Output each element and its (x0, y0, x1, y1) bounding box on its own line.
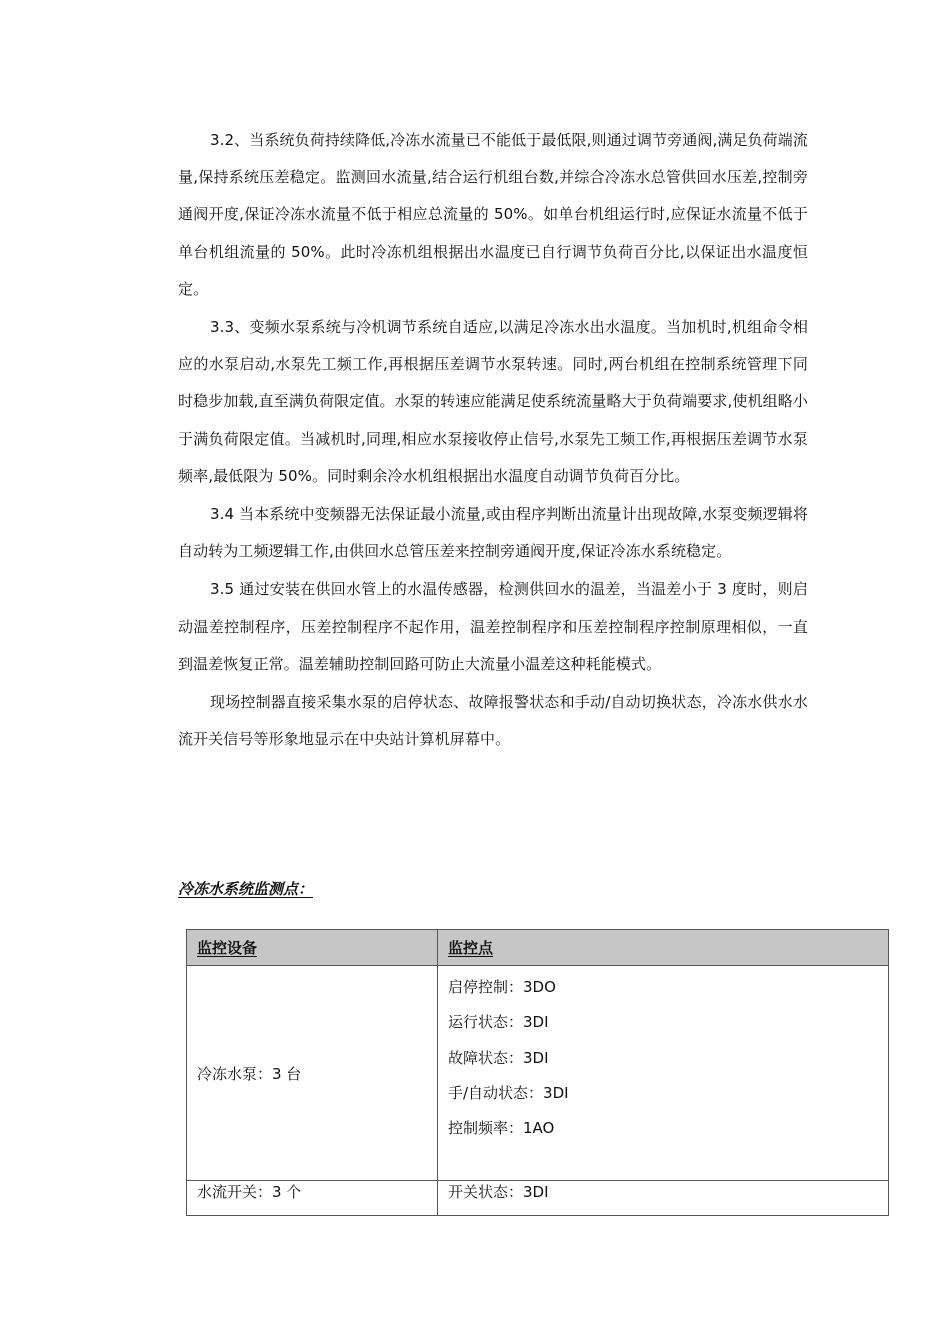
paragraph-field-controller: 现场控制器直接采集水泵的启停状态、故障报警状态和手动/自动切换状态，冷冻水供水水流开关信号等形象地显示在中央站计算机屏幕中。 (178, 693, 808, 749)
device-cell: 冷冻水泵：3 台 (187, 966, 438, 1181)
list-item: 手/自动状态：3DI (448, 1083, 569, 1102)
points-list (448, 966, 878, 1146)
device-cell: 水流开关：3 个 (187, 1181, 438, 1216)
table-row (187, 1181, 889, 1216)
points-cell (438, 966, 889, 1181)
table-row (187, 966, 889, 1181)
table-header-row (187, 930, 889, 966)
header-device: 监控设备 (187, 930, 438, 966)
list-item: 控制频率：1AO (448, 1119, 555, 1138)
list-item: 运行状态：3DI (448, 1013, 549, 1032)
header-points: 监控点 (438, 930, 889, 966)
paragraph-3-3: 3.3、变频水泵系统与冷机调节系统自适应,以满足冷冻水出水温度。当加机时,机组命令相应的水泵启动,水泵先工频工作,再根据压差调节水泵转速。同时,两台机组在控制系统管理下同时稳步加载,直至满负荷限定值。水泵的转速应能满足使系统流量略大于负荷端要求,使机组略小于满负荷限定值。当减机时,同理,相应水泵接收停止信号,水泵先工频工作,再根据压差调节水泵频率,最低限为 50%。同时剩余冷水机组根据出水温度自动调节负荷百分比。 (178, 318, 808, 485)
body-text (178, 122, 808, 759)
monitoring-table (186, 929, 889, 1216)
paragraph-3-4: 3.4 当本系统中变频器无法保证最小流量,或由程序判断出流量计出现故障,水泵变频逻辑将自动转为工频逻辑工作,由供回水总管压差来控制旁通阀开度,保证冷冻水系统稳定。 (178, 505, 808, 561)
paragraph-3-5: 3.5 通过安装在供回水管上的水温传感器，检测供回水的温差，当温差小于 3 度时，则启动温差控制程序，压差控制程序不起作用，温差控制程序和压差控制程序控制原理相似，一直到温差恢复正常。温差辅助控制回路可防止大流量小温差这种耗能模式。 (178, 580, 808, 673)
list-item: 启停控制：3DO (448, 978, 556, 996)
section-title: 冷冻水系统监测点： (178, 880, 314, 898)
list-item: 故障状态：3DI (448, 1048, 549, 1067)
points-cell: 开关状态：3DI (438, 1181, 889, 1216)
paragraph-3-2: 3.2、当系统负荷持续降低,冷冻水流量已不能低于最低限,则通过调节旁通阀,满足负荷端流量,保持系统压差稳定。监测回水流量,结合运行机组台数,并综合冷冻水总管供回水压差,控制旁通阀开度,保证冷冻水流量不低于相应总流量的 50%。如单台机组运行时,应保证水流量不低于单台机组流量的 50%。此时冷冻机组根据出水温度已自行调节负荷百分比,以保证出水温度恒定。 (178, 131, 808, 298)
